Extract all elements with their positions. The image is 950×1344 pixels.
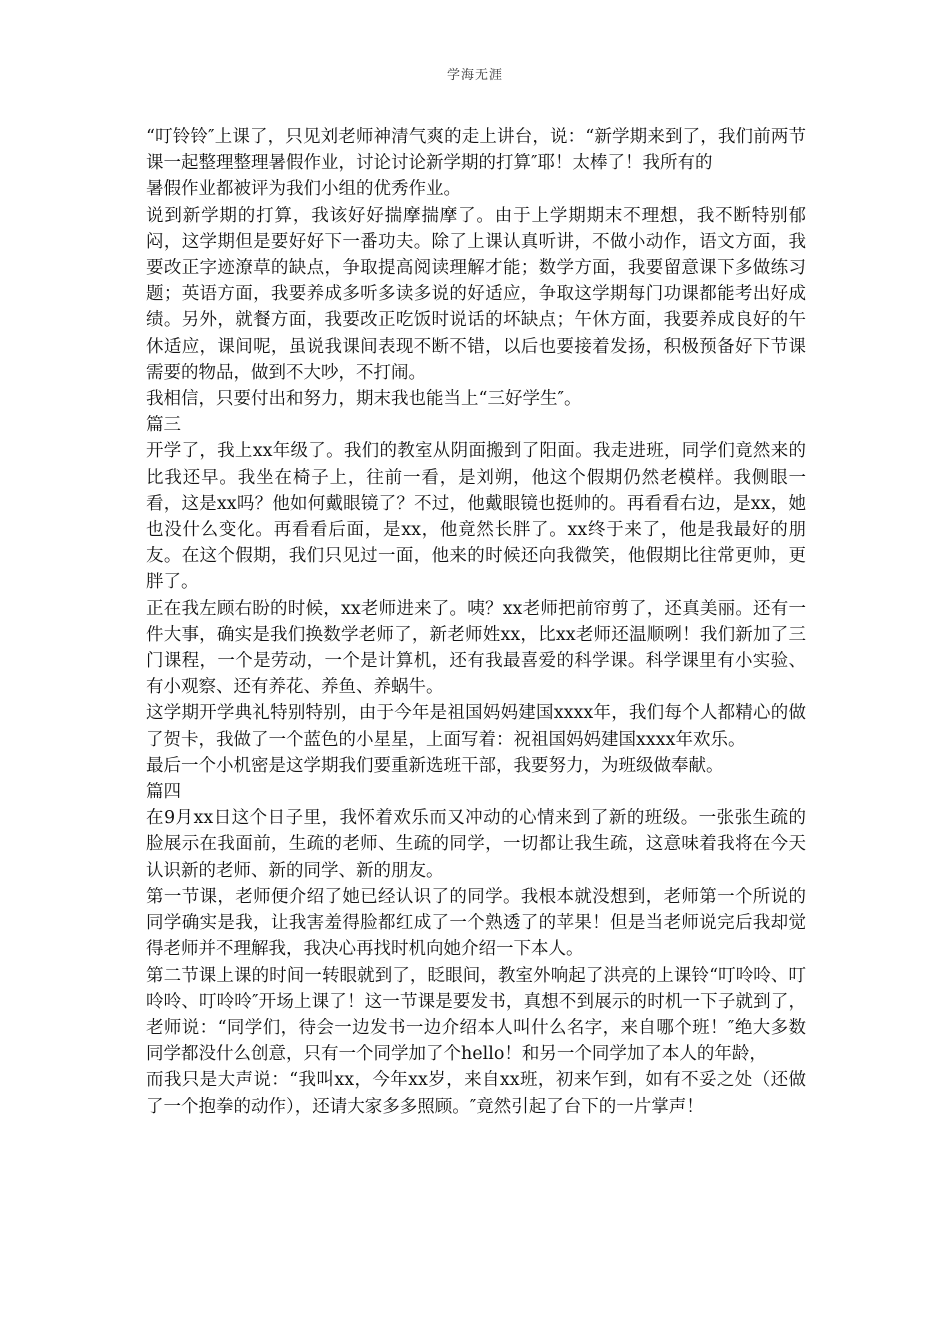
- paragraph: 第二节课上课的时间一转眼就到了，眨眼间，教室外响起了洪亮的上课铃“叮呤呤、叮呤呤、叮呤呤″开场上课了！这一节课是要发书，真想不到展示的时机一下子就到了，老师说：“同学们，待会一边发书一边介绍本人叫什么名字，来自哪个班！″绝大多数同学都没什么创意，只有一个同学加了个hello！和另一个同学加了本人的年龄，: [146, 965, 806, 1065]
- paragraph: 而我只是大声说：“我叫xx，今年xx岁，来自xx班，初来乍到，如有不妥之处（还做了一个抱拳的动作），还请大家多多照顾。″竟然引起了台下的一片掌声！: [146, 1070, 806, 1117]
- section-heading: 篇三: [146, 415, 181, 436]
- paragraph: 开学了，我上xx年级了。我们的教室从阴面搬到了阳面。我走进班，同学们竟然来的比我还早。我坐在椅子上，往前一看，是刘朔，他这个假期仍然老模样。我侧眼一看，这是xx吗？他如何戴眼镜了？不过，他戴眼镜也挺帅的。再看看右边，是xx，她也没什么变化。再看看后面，是xx，他竟然长胖了。xx终于来了，他是我最好的朋友。在这个假期，我们只见过一面，他来的时候还向我微笑，他假期比往常更帅，更胖了。: [146, 441, 806, 593]
- paragraph: 我相信，只要付出和努力，期末我也能当上“三好学生″。: [146, 389, 582, 410]
- paragraph: 这学期开学典礼特别特别，由于今年是祖国妈妈建国xxxx年，我们每个人都精心的做了贺卡，我做了一个蓝色的小星星，上面写着：祝祖国妈妈建国xxxx年欢乐。: [146, 703, 806, 750]
- paragraph: “叮铃铃″上课了，只见刘老师神清气爽的走上讲台，说：“新学期来到了，我们前两节课一起整理整理暑假作业，讨论讨论新学期的打算″耶！太棒了！我所有的: [146, 127, 806, 174]
- paragraph: 正在我左顾右盼的时候，xx老师进来了。咦？xx老师把前帘剪了，还真美丽。还有一件大事，确实是我们换数学老师了，新老师姓xx，比xx老师还温顺咧！我们新加了三门课程，一个是劳动，一个是计算机，还有我最喜爱的科学课。科学课里有小实验、有小观察、还有养花、养鱼、养蜗牛。: [146, 598, 806, 698]
- paragraph: 最后一个小机密是这学期我们要重新选班干部，我要努力，为班级做奉献。: [146, 755, 724, 776]
- document-body: [146, 124, 806, 1120]
- paragraph: 说到新学期的打算，我该好好揣摩揣摩了。由于上学期期末不理想，我不断特别郁闷，这学期但是要好好下一番功夫。除了上课认真听讲，不做小动作，语文方面，我要改正字迹潦草的缺点，争取提高阅读理解才能；数学方面，我要留意课下多做练习题；英语方面，我要养成多听多读多说的好适应，争取这学期每门功课都能考出好成绩。另外，就餐方面，我要改正吃饭时说话的坏缺点；午休方面，我要养成良好的午休适应，课间呢，虽说我课间表现不断不错，以后也要接着发扬，积极预备好下节课需要的物品，做到不大吵，不打闹。: [146, 205, 806, 383]
- paragraph: 在9月xx日这个日子里，我怀着欢乐而又冲动的心情来到了新的班级。一张张生疏的脸展示在我面前，生疏的老师、生疏的同学，一切都让我生疏，这意味着我将在今天认识新的老师、新的同学、新的朋友。: [146, 808, 806, 881]
- page-header: 学海无涯: [446, 68, 503, 83]
- paragraph: 第一节课，老师便介绍了她已经认识了的同学。我根本就没想到，老师第一个所说的同学确实是我，让我害羞得脸都红成了一个熟透了的苹果！但是当老师说完后我却觉得老师并不理解我，我决心再找时机向她介绍一下本人。: [146, 886, 806, 960]
- section-heading: 篇四: [146, 782, 181, 803]
- paragraph: 暑假作业都被评为我们小组的优秀作业。: [146, 179, 461, 200]
